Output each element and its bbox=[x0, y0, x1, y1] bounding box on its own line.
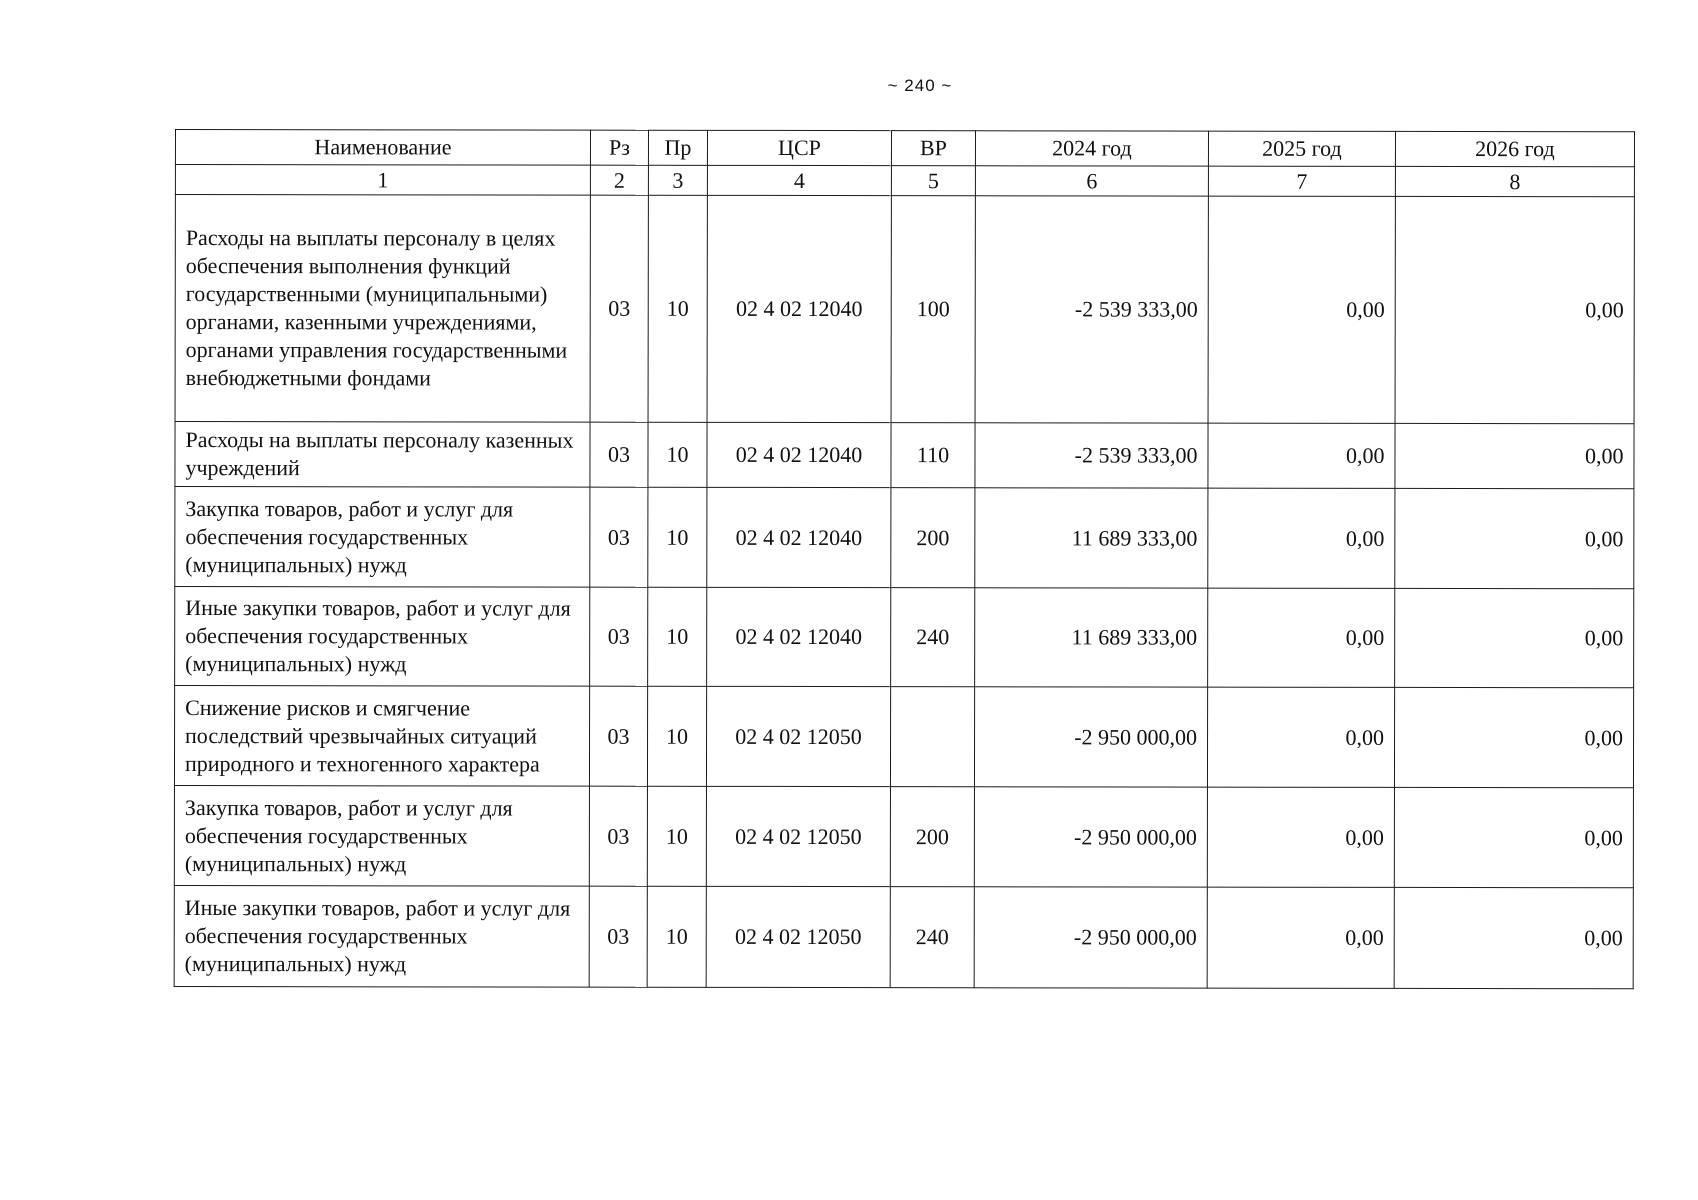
row-2026: 0,00 bbox=[1394, 887, 1633, 988]
header-row bbox=[175, 130, 1634, 167]
page-number: ~ 240 ~ bbox=[887, 76, 953, 95]
row-vr: 240 bbox=[891, 588, 975, 687]
row-name: Расходы на выплаты персоналу в целях обеспечения выполнения функций государственными (муниципальными) органами, казенными учреждениями, органами управления государственными внебюджетными фондами bbox=[175, 195, 590, 423]
header-pr: Пр bbox=[648, 130, 707, 165]
row-pr: 10 bbox=[648, 587, 707, 686]
row-name: Закупка товаров, работ и услуг для обеспечения государственных (муниципальных) нужд bbox=[174, 786, 589, 887]
header-vr: ВР bbox=[891, 131, 975, 166]
row-2026: 0,00 bbox=[1394, 687, 1633, 787]
row-2024: -2 950 000,00 bbox=[974, 687, 1207, 787]
row-vr: 240 bbox=[890, 887, 974, 988]
header-2026: 2026 год bbox=[1395, 131, 1634, 166]
header-rz: Рз bbox=[590, 130, 648, 165]
row-2026: 0,00 bbox=[1395, 588, 1634, 687]
column-number: 7 bbox=[1208, 166, 1395, 196]
column-number: 2 bbox=[590, 165, 648, 195]
column-number: 5 bbox=[891, 166, 975, 196]
row-vr: 110 bbox=[891, 423, 975, 488]
header-2024: 2024 год bbox=[975, 131, 1208, 166]
row-2025: 0,00 bbox=[1208, 196, 1395, 423]
row-rz: 03 bbox=[590, 587, 648, 686]
row-vr: 100 bbox=[891, 196, 975, 423]
column-number: 6 bbox=[975, 166, 1208, 196]
row-name: Расходы на выплаты персоналу казенных учреждений bbox=[175, 422, 590, 488]
row-rz: 03 bbox=[589, 886, 647, 987]
row-vr bbox=[890, 687, 974, 787]
row-rz: 03 bbox=[590, 422, 648, 487]
table-row bbox=[174, 786, 1633, 888]
row-csr: 02 4 02 12040 bbox=[707, 587, 891, 686]
row-2026: 0,00 bbox=[1395, 423, 1634, 488]
row-rz: 03 bbox=[590, 195, 648, 422]
table-row bbox=[175, 195, 1634, 424]
row-pr: 10 bbox=[648, 195, 707, 422]
row-name: Снижение рисков и смягчение последствий чрезвычайных ситуаций природного и техногенного характера bbox=[174, 686, 589, 787]
column-number-row bbox=[175, 165, 1634, 197]
row-2024: 11 689 333,00 bbox=[975, 488, 1208, 588]
row-vr: 200 bbox=[891, 488, 975, 588]
row-pr: 10 bbox=[647, 886, 706, 987]
row-rz: 03 bbox=[589, 686, 647, 786]
row-csr: 02 4 02 12050 bbox=[706, 786, 890, 886]
row-pr: 10 bbox=[647, 686, 706, 786]
header-2025: 2025 год bbox=[1208, 131, 1395, 166]
budget-table bbox=[174, 129, 1635, 989]
row-2025: 0,00 bbox=[1208, 488, 1395, 588]
row-csr: 02 4 02 12040 bbox=[707, 422, 891, 487]
row-2025: 0,00 bbox=[1207, 687, 1394, 787]
row-name: Иные закупки товаров, работ и услуг для обеспечения государственных (муниципальных) нужд bbox=[174, 885, 589, 987]
row-2026: 0,00 bbox=[1395, 488, 1634, 588]
table-row bbox=[175, 487, 1634, 589]
row-2025: 0,00 bbox=[1207, 887, 1394, 988]
column-number: 1 bbox=[175, 165, 590, 196]
row-csr: 02 4 02 12040 bbox=[707, 487, 891, 587]
row-2024: -2 950 000,00 bbox=[974, 887, 1207, 988]
column-number: 3 bbox=[648, 165, 707, 195]
row-2025: 0,00 bbox=[1208, 423, 1395, 488]
row-name: Иные закупки товаров, работ и услуг для обеспечения государственных (муниципальных) нужд bbox=[175, 587, 590, 687]
row-pr: 10 bbox=[647, 786, 706, 886]
column-number: 4 bbox=[707, 165, 891, 195]
row-csr: 02 4 02 12050 bbox=[706, 886, 890, 987]
row-vr: 200 bbox=[890, 787, 974, 887]
row-csr: 02 4 02 12050 bbox=[706, 686, 890, 786]
column-number: 8 bbox=[1395, 166, 1634, 196]
row-csr: 02 4 02 12040 bbox=[707, 195, 891, 422]
row-2026: 0,00 bbox=[1394, 787, 1633, 887]
table-row bbox=[174, 686, 1633, 788]
row-2024: -2 950 000,00 bbox=[974, 787, 1207, 887]
row-pr: 10 bbox=[648, 422, 707, 487]
table-row bbox=[174, 885, 1633, 988]
header-name: Наименование bbox=[175, 130, 590, 166]
row-name: Закупка товаров, работ и услуг для обеспечения государственных (муниципальных) нужд bbox=[175, 487, 590, 588]
row-2024: -2 539 333,00 bbox=[975, 196, 1208, 423]
row-pr: 10 bbox=[648, 487, 707, 587]
row-2024: -2 539 333,00 bbox=[975, 423, 1208, 488]
row-2025: 0,00 bbox=[1208, 588, 1395, 687]
row-2026: 0,00 bbox=[1395, 196, 1634, 423]
row-rz: 03 bbox=[590, 487, 648, 587]
table-row bbox=[175, 422, 1634, 489]
row-2024: 11 689 333,00 bbox=[975, 588, 1208, 687]
row-2025: 0,00 bbox=[1207, 787, 1394, 887]
header-csr: ЦСР bbox=[707, 130, 891, 165]
row-rz: 03 bbox=[589, 786, 647, 886]
table-row bbox=[175, 587, 1634, 688]
